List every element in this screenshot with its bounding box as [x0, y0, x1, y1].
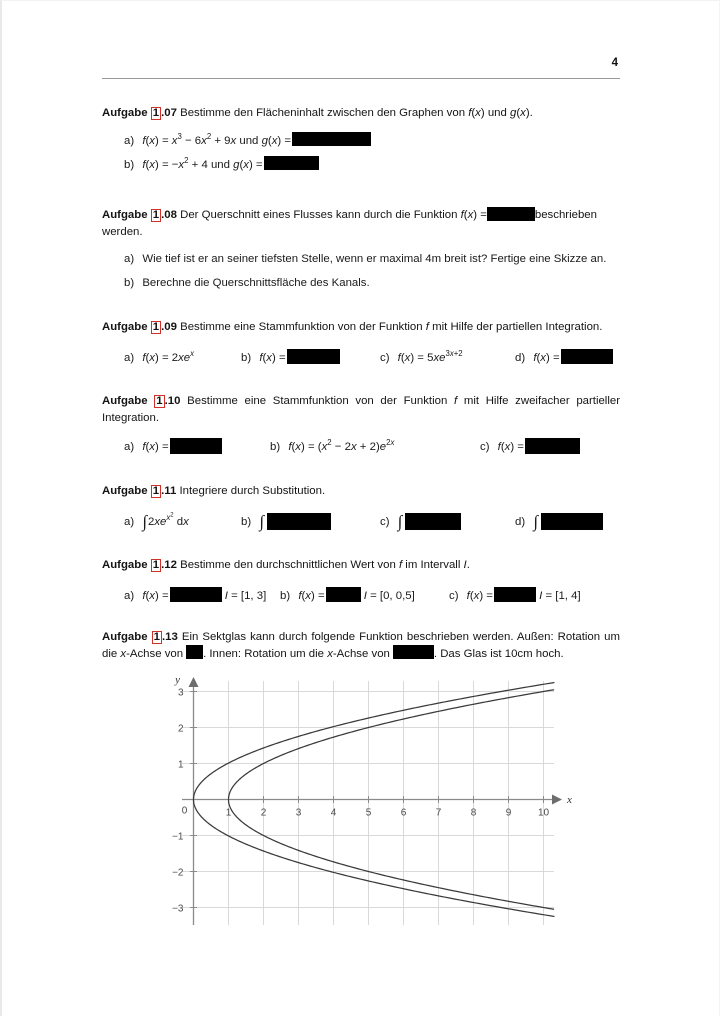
task-1-09	[102, 319, 620, 374]
list-item	[124, 275, 370, 291]
task-1-11-title	[102, 483, 620, 500]
task-label-word: Aufgabe	[102, 209, 148, 221]
task-1-13-line2a: um die	[102, 631, 620, 660]
task-label-word: Aufgabe	[102, 559, 148, 571]
list-item	[124, 133, 371, 149]
redaction-bar	[525, 438, 580, 454]
item-label: d)	[515, 516, 526, 529]
task-number-badge: 1	[152, 559, 160, 571]
redaction-bar	[264, 156, 319, 170]
task-1-07-text: Bestimme den Flächeninhalt zwischen den Graphen von f(x) und g(x).	[180, 107, 533, 119]
item-body: $\int 2xe^{x^2}$ dx	[142, 511, 189, 531]
item-body: $f(x) = (x^2 - 2x + 2)e^{2x}$	[288, 438, 395, 453]
redaction-bar	[405, 513, 461, 530]
task-1-07-title	[102, 105, 620, 122]
item-label: d)	[515, 351, 526, 364]
redaction-bar	[541, 513, 603, 530]
x-axis	[182, 795, 562, 805]
task-1-13-line2c: . Innen: Rotation um die	[203, 647, 325, 660]
item-label: c)	[449, 589, 459, 602]
item-body: f(x) =	[142, 589, 169, 602]
header-divider	[102, 78, 620, 79]
task-label-word: Aufgabe	[102, 631, 148, 643]
list-item	[124, 439, 222, 455]
list-item	[124, 157, 319, 173]
item-body: $f(x) = 5xe^{3x+2}$	[397, 348, 463, 364]
redaction-bar	[487, 207, 535, 221]
task-number-rest: .12	[161, 559, 177, 571]
list-item	[480, 439, 580, 455]
item-label: b)	[280, 589, 291, 602]
item-label: c)	[480, 441, 490, 454]
tick-label: 3	[295, 807, 302, 819]
task-1-09-title	[102, 319, 620, 336]
task-1-08	[102, 207, 620, 299]
item-label: a)	[124, 589, 135, 602]
redaction-bar	[561, 349, 613, 364]
task-1-09-text: Bestimme eine Stammfunktion von der Funktion f mit Hilfe der partiellen Integration.	[180, 321, 603, 333]
item-label: a)	[124, 253, 135, 265]
item-suffix: I = [0, 0,5]	[363, 589, 415, 602]
list-item	[280, 588, 415, 604]
integral-icon: ∫	[259, 512, 264, 532]
task-1-13-line2e: . Das Glas ist 10cm hoch.	[433, 647, 564, 660]
tick-label: 0	[181, 805, 188, 817]
tick-label: 2	[260, 807, 267, 819]
task-1-11	[102, 483, 620, 538]
item-body: f(x) =	[533, 351, 560, 364]
tick-label: 4	[330, 807, 337, 819]
tick-label: 2	[177, 723, 184, 735]
task-number-rest: .09	[161, 321, 177, 333]
list-item	[124, 588, 266, 604]
item-label: a)	[124, 515, 135, 528]
tick-label: −2	[172, 867, 184, 879]
task-1-13-lead: Ein Sektglas kann durch folgende Funktion beschrieben werden. Außen: Rotation	[181, 631, 601, 643]
list-item	[515, 514, 603, 531]
task-label-word: Aufgabe	[102, 395, 148, 407]
task-number-rest: .10	[164, 395, 181, 407]
task-number-rest: .11	[161, 485, 177, 497]
task-1-10-items	[102, 439, 620, 463]
task-number-badge: 1	[156, 395, 163, 407]
task-1-11-text: Integriere durch Substitution.	[179, 485, 326, 497]
task-1-13-title	[102, 629, 620, 662]
task-label-word: Aufgabe	[102, 107, 148, 119]
item-label: b)	[270, 441, 281, 453]
redaction-bar	[292, 132, 371, 146]
task-number-rest: .08	[161, 209, 177, 221]
redaction-bar	[267, 513, 331, 530]
list-item	[241, 350, 340, 366]
redaction-bar	[170, 438, 222, 454]
item-body: $f(x) = 2xe^x$	[142, 348, 195, 364]
y-axis-label: y	[175, 674, 180, 686]
list-item	[449, 588, 581, 604]
task-number-badge: 1	[152, 485, 160, 497]
x-axis-label: x	[567, 794, 572, 806]
redaction-bar	[186, 645, 203, 659]
task-1-13-line2b: -Achse von	[126, 647, 184, 660]
redaction-bar	[287, 349, 340, 364]
graph-svg	[162, 673, 582, 933]
item-body: f(x) =	[298, 589, 325, 602]
item-body: f(x) =	[497, 441, 524, 454]
task-number-rest: .13	[161, 631, 178, 643]
integral-icon: ∫	[142, 511, 147, 531]
task-1-10	[102, 393, 620, 463]
task-1-08-text: Der Querschnitt eines Flusses kann durch die Funktion f(x) =	[180, 209, 487, 221]
list-item	[241, 514, 331, 531]
task-1-13-line2d: -Achse von	[332, 647, 390, 660]
var-x-2: x	[327, 647, 333, 660]
item-label: c)	[380, 516, 390, 529]
item-label: c)	[380, 351, 390, 364]
page-number: 4	[611, 57, 618, 69]
integral-icon: ∫	[397, 512, 403, 532]
redaction-bar	[170, 587, 222, 602]
tick-label: 7	[435, 807, 442, 819]
tick-label: 8	[470, 807, 477, 819]
tick-label: 10	[537, 807, 550, 819]
item-body: f(x) =	[259, 351, 286, 364]
tick-label: −3	[172, 903, 184, 915]
var-x-1: x	[120, 647, 127, 660]
item-label: a)	[124, 134, 135, 147]
task-number-badge: 1	[152, 321, 160, 333]
task-1-07-items	[102, 133, 620, 181]
task-1-12-title	[102, 557, 620, 574]
task-number-badge: 1	[153, 631, 160, 643]
tick-label: 9	[505, 807, 512, 819]
task-1-12-items	[102, 588, 620, 612]
tick-label: 3	[177, 687, 184, 699]
task-1-12	[102, 557, 620, 612]
task-1-13	[102, 629, 620, 662]
item-body: Wie tief ist er an seiner tiefsten Stelle, wenn er maximal 4m breit ist? Fertige eine Skizze an.	[142, 253, 607, 265]
task-1-08-text-tail: beschrieben werden.	[102, 209, 597, 238]
list-item	[270, 439, 394, 455]
tick-label: 1	[225, 807, 232, 819]
tick-label: 1	[177, 759, 184, 771]
task-1-09-items	[102, 350, 620, 374]
item-label: b)	[124, 158, 135, 171]
task-1-08-title	[102, 207, 620, 240]
task-label-word: Aufgabe	[102, 485, 148, 497]
item-suffix: I = [1, 3]	[224, 589, 267, 602]
list-item	[515, 350, 613, 366]
task-label-word: Aufgabe	[102, 321, 148, 333]
task-1-10-text: Bestimme eine Stammfunktion von der Funktion f mit Hilfe zweifacher partieller Integration.	[102, 395, 620, 424]
item-suffix: I = [1, 4]	[539, 589, 581, 602]
list-item	[380, 350, 463, 366]
task-1-11-items	[102, 511, 620, 538]
redaction-bar	[494, 587, 536, 602]
list-item	[380, 514, 461, 531]
task-number-rest: .07	[161, 107, 177, 119]
list-item	[124, 511, 189, 531]
item-body: f(x) =	[142, 441, 169, 454]
item-label: b)	[241, 516, 252, 529]
redaction-bar	[326, 587, 361, 602]
list-item	[124, 350, 194, 366]
tick-label: 6	[400, 807, 407, 819]
task-1-07	[102, 105, 620, 181]
item-label: b)	[241, 351, 252, 364]
redaction-bar	[393, 645, 434, 659]
item-label: a)	[124, 441, 135, 454]
item-body: $f(x) = -x^2 + 4$ und g(x) =	[142, 155, 263, 171]
item-body: f(x) =	[466, 589, 493, 602]
task-number-badge: 1	[152, 107, 160, 119]
tick-label: −1	[172, 831, 184, 843]
task-1-10-title	[102, 393, 620, 426]
tick-label: 5	[365, 807, 372, 819]
page-header	[102, 57, 620, 83]
task-number-badge: 1	[152, 209, 160, 221]
item-label: b)	[124, 277, 135, 289]
item-label: a)	[124, 351, 135, 364]
list-item	[124, 251, 606, 267]
item-body: Berechne die Querschnittsfläche des Kanals.	[142, 277, 370, 289]
task-1-08-items	[102, 251, 620, 299]
task-1-12-text: Bestimme den durchschnittlichen Wert von f im Intervall I.	[180, 559, 470, 571]
item-body: $f(x) = x^3 - 6x^2 + 9x$ und g(x) =	[142, 131, 292, 147]
integral-icon: ∫	[533, 512, 538, 532]
function-graph	[162, 673, 582, 933]
